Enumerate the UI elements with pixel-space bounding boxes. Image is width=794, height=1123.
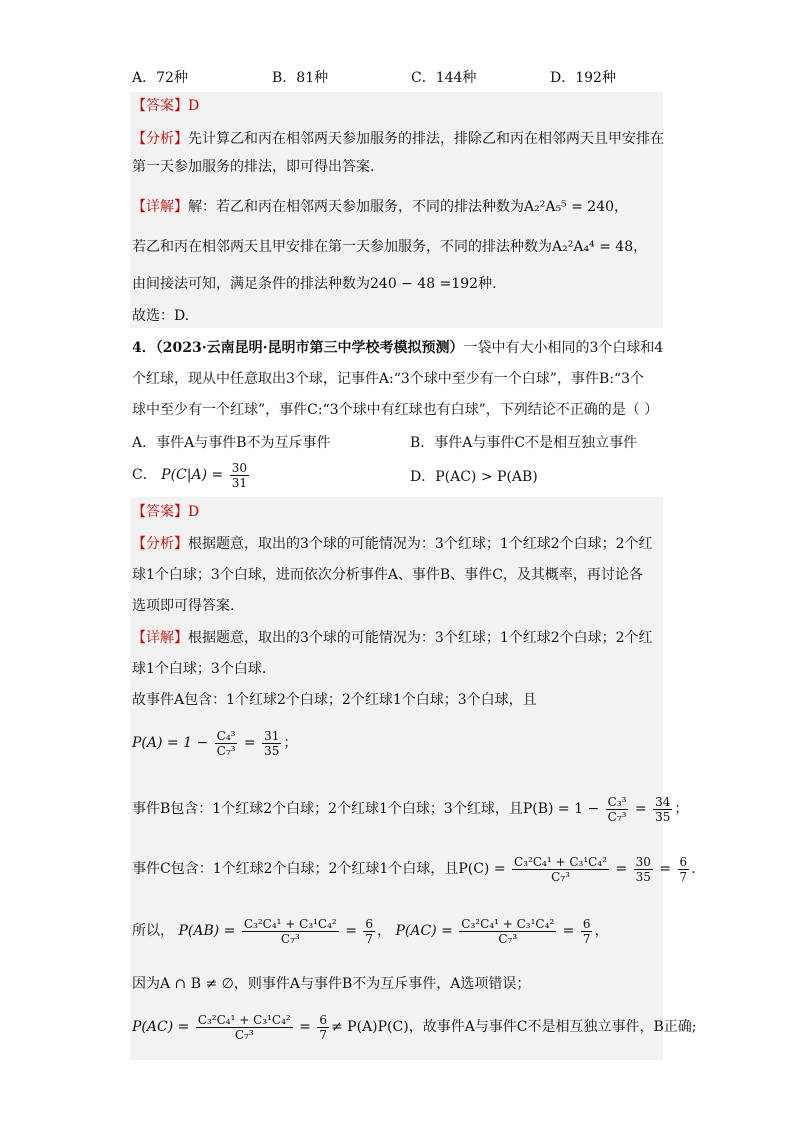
q4-option-a: A．事件A与事件B不为互斥事件: [132, 435, 331, 451]
q3-detail-line-2: 若乙和丙在相邻两天且甲安排在第一天参加服务，不同的排法种数为A₂²A₄⁴ = 48，: [132, 239, 648, 255]
because-line: 因为A ∩ B ≠ ∅，则事件A与事件B不为互斥事件，A选项错误；: [132, 976, 531, 992]
q4-analysis-line-3: 选项即可得答案.: [132, 598, 235, 614]
option-c: C．144种: [411, 70, 477, 86]
pb-equation: 事件B包含：1个红球2个白球；2个红球1个白球；3个红球，且P(B) = 1 − $\frac{\text{C₃³}}{\text{C₇³}}$ = $\frac{34}{35}$ ；: [132, 794, 689, 824]
option-c-fraction: $\frac{30}{31}$: [231, 460, 247, 490]
option-a: A．72种: [132, 70, 188, 86]
analysis-text: 先计算乙和丙在相邻两天参加服务的排法，排除乙和丙在相邻两天且甲安排在: [188, 131, 664, 147]
q4-option-d: D．P(AC) > P(AB): [410, 469, 538, 485]
q4-option-c: [132, 458, 251, 492]
pa-equation: P(A) = 1 − $\frac{\text{C₄³}}{\text{C₇³}}$ = $\frac{31}{35}$ ；: [132, 728, 298, 758]
pc-equation: 事件C包含：1个红球2个白球；2个红球1个白球，且P(C) = $\frac{\text{C₃²C₄¹ + C₃¹C₄²}}{\text{C₇³}}$ = $\frac{30}{35}$ = $\frac{6}{7}$ .: [132, 854, 696, 884]
last-equation: P(AC) = $\frac{\text{C₃²C₄¹ + C₃¹C₄²}}{\text{C₇³}}$ = $\frac{6}{7}$ ≠ P(A)P(C)，故事件A与事件C不是相互独立事件，B正确;: [132, 1012, 697, 1042]
q4-analysis-line-1: [132, 534, 653, 554]
detail-text: 根据题意，取出的3个球的可能情况为：3个红球；1个红球2个白球；2个红: [188, 630, 653, 646]
answer-tag: 【答案】: [132, 98, 188, 114]
q4-stem-line-2: 个红球，现从中任意取出3个球，记事件A:“3个球中至少有一个白球”，事件B:“3个: [132, 371, 645, 387]
detail-text: 解：若乙和丙在相邻两天参加服务，不同的排法种数为A₂²A₅⁵ = 240，: [188, 199, 629, 215]
analysis-text: 根据题意，取出的3个球的可能情况为：3个红球；1个红球2个白球；2个红: [188, 536, 653, 552]
q4-source: 4．（2023·云南昆明·昆明市第三中学校考模拟预测）: [132, 340, 464, 356]
q3-detail-line-1: [132, 197, 628, 217]
q3-analysis-line-2: 第一天参加服务的排法，即可得出答案.: [132, 159, 375, 175]
q3-detail-line-3: 由间接法可知，满足条件的排法种数为240 − 48 =192种.: [132, 276, 497, 292]
pab-pac-equations: 所以， P(AB) = $\frac{\text{C₃²C₄¹ + C₃¹C₄²}}{\text{C₇³}}$ = $\frac{6}{7}$ ， P(AC) = $\frac{\text{C₃²C₄¹ + C₃¹C₄²}}{\text{C₇³}}$ = $\frac{6}{7}$ ，: [132, 916, 609, 946]
option-c-label: C．: [132, 467, 157, 483]
q4-detail-line-2: 球1个白球；3个白球.: [132, 661, 267, 677]
q4-analysis-line-2: 球1个白球；3个白球，进而依次分析事件A、事件B、事件C，及其概率，再讨论各: [132, 567, 643, 583]
option-b: B．81种: [272, 70, 329, 86]
q4-detail-line-1: [132, 628, 653, 648]
q4-answer: [132, 502, 199, 522]
option-d: D．192种: [550, 70, 616, 86]
q4-stem-line-3: 球中至少有一个红球”，事件C:“3个球中有红球也有白球”，下列结论不正确的是（ ）: [132, 402, 659, 418]
answer-tag: 【答案】: [132, 504, 188, 520]
q4-stem-text: 一袋中有大小相同的3个白球和4: [463, 340, 664, 356]
answer-value: D: [188, 98, 200, 114]
q4-stem-line-1: [132, 338, 663, 358]
detail-tag: 【详解】: [132, 199, 188, 215]
q4-option-b: B．事件A与事件C不是相互独立事件: [410, 435, 638, 451]
answer-value: D: [188, 504, 200, 520]
analysis-tag: 【分析】: [132, 131, 188, 147]
detail-tag: 【详解】: [132, 630, 188, 646]
analysis-tag: 【分析】: [132, 536, 188, 552]
q3-analysis-line-1: [132, 129, 664, 149]
option-c-expr: P(C|A) =: [161, 467, 224, 483]
q4-detail-line-3: 故事件A包含：1个红球2个白球；2个红球1个白球；3个白球，且: [132, 692, 537, 708]
q3-detail-line-4: 故选：D.: [132, 308, 190, 324]
q3-answer: [132, 96, 199, 116]
